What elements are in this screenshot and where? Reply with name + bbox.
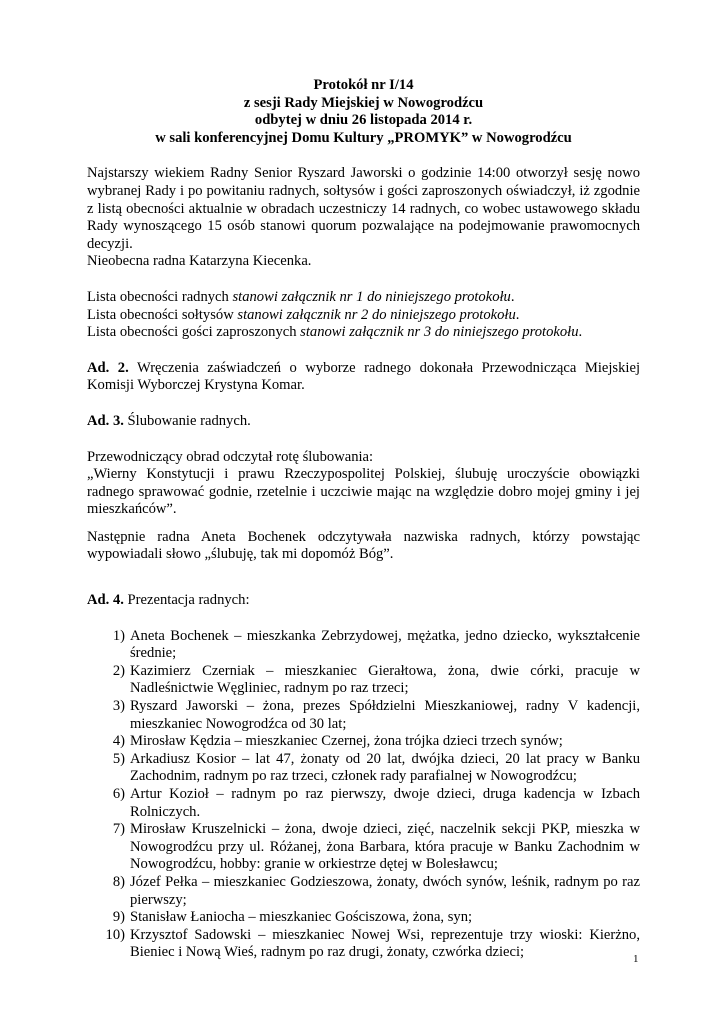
title-line-3: odbytej w dniu 26 listopada 2014 r. [254,112,473,129]
intro-paragraph: Najstarszy wiekiem Radny Senior Ryszard Jaworski o godzinie 14:00 otworzył sesję nowo wybranej Rady i po powitaniu radnych, sołtysów i gości zaproszonych oświadczył, iż zgodnie z listą obecności aktualnie w obradach uczestniczy 14 radnych, co wobec ustawowego składu Rady wynoszącego 15 osób stanowi quorum pozwalające na podejmowanie prawomocnych decyzji. [87,165,640,252]
councillor-list [87,628,640,962]
title-line-4: w sali konferencyjnej Domu Kultury „PROMYK” w Nowogrodźcu [155,129,572,146]
oath-text: „Wierny Konstytucji i prawu Rzeczypospolitej Polskiej, ślubuję uroczyście obowiązki radnego sprawować godnie, rzetelnie i uczciwie mając na względzie dobro mojej gminy i jej mieszkańców”. [87,466,640,518]
list-item: 2) Kazimierz Czerniak – mieszkaniec Gierałtowa, żona, dwie córki, pracuje w Nadleśnictwie Węgliniec, radnym po raz trzeci; [112,662,640,697]
ad4-label: Ad. 4. [87,592,124,609]
list-item: 3) Ryszard Jaworski – żona, prezes Spółdzielni Mieszkaniowej, radny V kadencji, mieszkaniec Nowogrodźca od 30 lat; [112,698,640,732]
ad2-paragraph: Ad. 2. Wręczenia zaświadczeń o wyborze radnego dokonała Przewodnicząca Miejskiej Komisji Wyborczej Krystyna Komar. [87,359,640,394]
list-item: 4) Mirosław Kędzia – mieszkaniec Czernej, żona trójka dzieci trzech synów; [112,733,563,750]
title-line-2: z sesji Rady Miejskiej w Nowogrodźcu [243,94,484,111]
list-item: 6) Artur Kozioł – radnym po raz pierwszy, dwoje dzieci, druga kadencja w Izbach Rolniczych. [112,786,640,820]
oath-intro: Przewodniczący obrad odczytał rotę ślubowania: [87,448,374,465]
list-item: 8) Józef Pełka – mieszkaniec Godzieszowa, żonaty, dwóch synów, leśnik, radnym po raz pierwszy; [112,873,640,908]
after-oath-paragraph: Następnie radna Aneta Bochenek odczytywała nazwiska radnych, którzy powstając wypowiadali słowo „ślubuję, tak mi dopomóż Bóg”. [87,528,640,563]
ad3-paragraph: Ad. 3. Ślubowanie radnych. [87,412,251,429]
absent-note: Nieobecna radna Katarzyna Kiecenka. [87,253,312,270]
ad3-label: Ad. 3. [87,412,124,429]
ad4-paragraph: Ad. 4. Prezentacja radnych: [87,592,250,609]
attendance-guests: Lista obecności gości zaproszonych stanowi załącznik nr 3 do niniejszego protokołu. [87,324,583,341]
attendance-village-heads: Lista obecności sołtysów stanowi załącznik nr 2 do niniejszego protokołu. [87,306,520,323]
list-item: 5) Arkadiusz Kosior – lat 47, żonaty od 20 lat, dwójka dzieci, 20 lat pracy w Banku Zachodnim, radnym po raz trzeci, członek rady parafialnej w Nowogrodźcu; [112,750,640,785]
protocol-title [87,77,640,147]
document-content [87,77,640,962]
list-item: 7) Mirosław Kruszelnicki – żona, dwoje dzieci, zięć, naczelnik sekcji PKP, mieszka w Nowogrodźcu przy ul. Różanej, żona Barbara, która pracuje w Banku Zachodnim w Nowogrodźcu, hobby: granie w orkiestrze dętej w Bolesławcu; [112,821,640,873]
list-item: 9) Stanisław Łaniocha – mieszkaniec Gościszowa, żona, syn; [112,909,473,926]
attendance-councillors: Lista obecności radnych stanowi załącznik nr 1 do niniejszego protokołu. [87,288,515,305]
list-item: 10) Krzysztof Sadowski – mieszkaniec Nowej Wsi, reprezentuje trzy wioski: Kierżno, Bieniec i Nową Wieś, radnym po raz drugi, żonaty, czwórka dzieci; [105,926,640,961]
title-line-1: Protokół nr I/14 [313,77,414,93]
ad2-label: Ad. 2. [87,359,129,376]
page-number: 1 [633,953,639,965]
list-item: 1) Aneta Bochenek – mieszkanka Zebrzydowej, mężatka, jedno dziecko, wykształcenie średnie; [112,627,640,662]
attendance-lists [87,289,640,342]
